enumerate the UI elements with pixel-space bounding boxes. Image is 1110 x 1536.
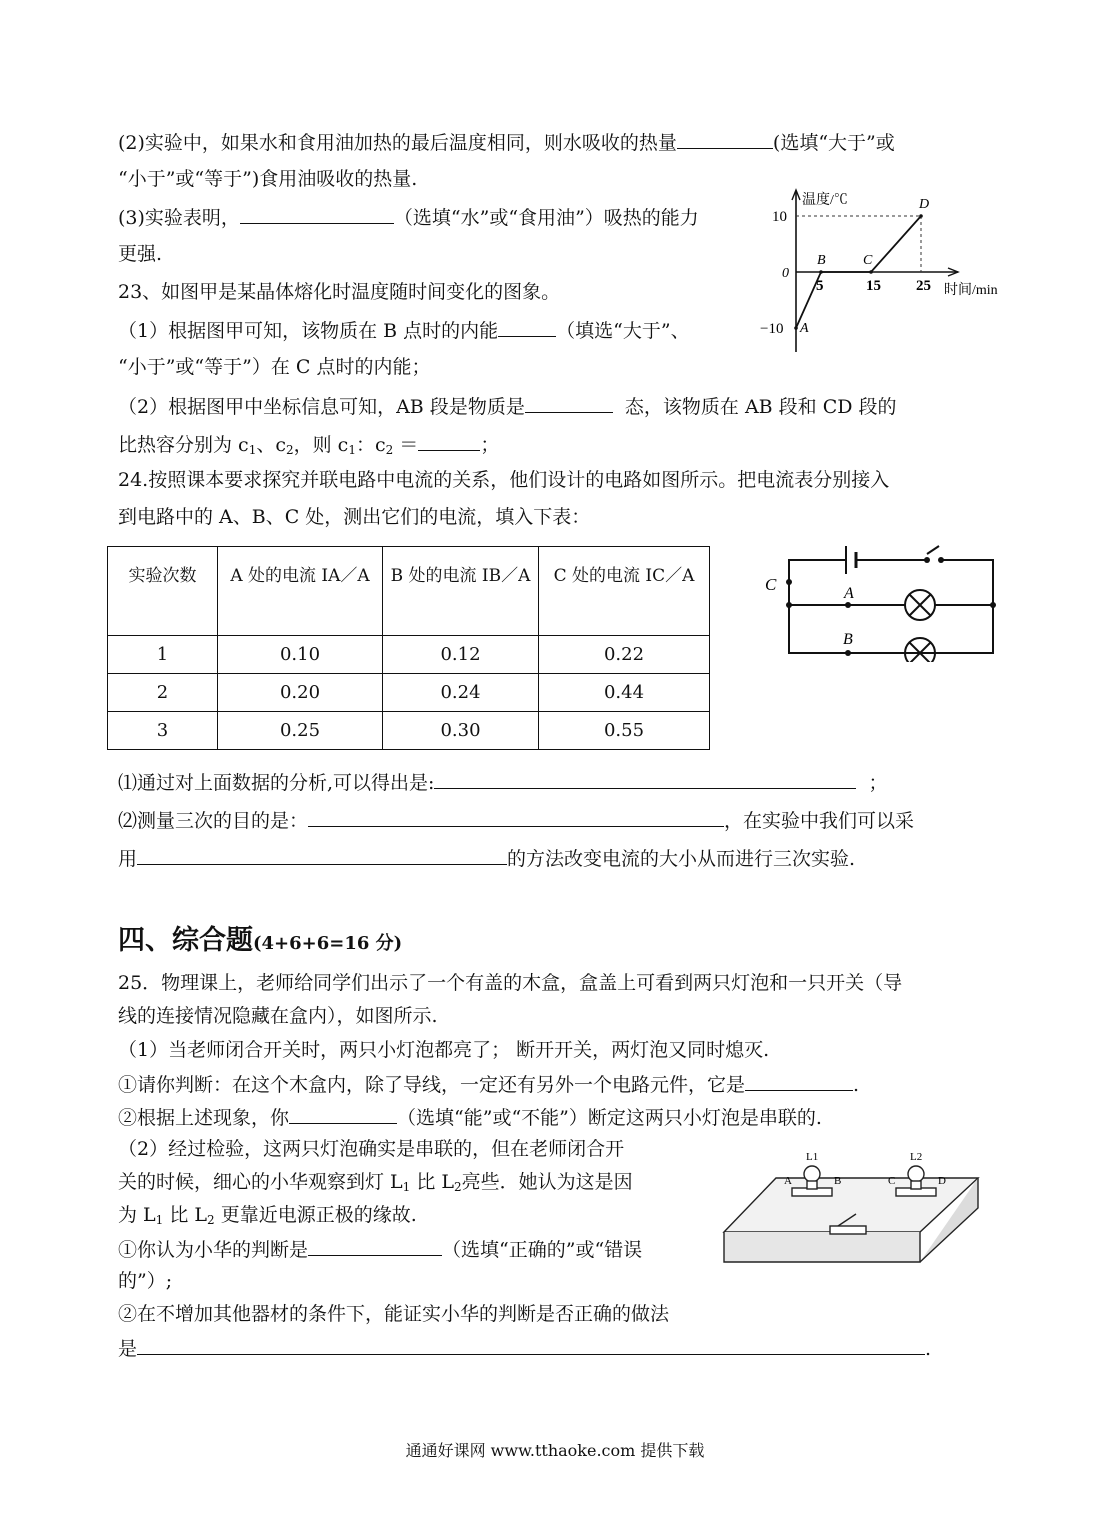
table-header-cell: 实验次数 — [108, 547, 218, 636]
circuit-wire — [789, 560, 927, 564]
q23-part2-text-b: 态，该物质在 AB 段和 CD 段的 — [624, 396, 897, 418]
q25-part2-text-3c: 更靠近电源正极的缘故. — [214, 1204, 417, 1226]
q23-c-text-4: ：c — [355, 434, 386, 456]
q25-part1-ii — [118, 1103, 822, 1131]
q25-answer-blank-1[interactable] — [745, 1070, 853, 1091]
q23-stem-text: 23、如图甲是某晶体熔化时温度随时间变化的图象。 — [118, 281, 561, 303]
q24-stem-text-2: 到电路中的 A、B、C 处，测出它们的电流，填入下表： — [118, 506, 591, 528]
q24-answer-3-text-b: 的方法改变电流的大小从而进行三次实验. — [507, 848, 856, 870]
table-header-cell: A 处的电流 IA／A — [218, 547, 383, 636]
table-row — [108, 712, 710, 750]
q23-part2-text: （2）根据图甲中坐标信息可知，AB 段是物质是 — [118, 396, 525, 418]
q22-part3-line2 — [118, 241, 162, 267]
q23-part1-line1 — [118, 316, 690, 344]
table-cell: 0.20 — [218, 674, 383, 712]
table-cell: 0.30 — [383, 712, 539, 750]
q25-part2-ii — [118, 1301, 669, 1327]
q25-part2-i-line2 — [118, 1268, 172, 1294]
q22-part2-options: (选填“大于”或 — [772, 132, 895, 154]
q23-c-text-3: ，则 c — [293, 434, 349, 456]
switch-contact — [924, 557, 930, 563]
table-cell: 0.12 — [383, 636, 539, 674]
data-point — [919, 214, 923, 218]
wooden-box-illustration — [720, 1150, 982, 1268]
q22-part3-text-end: 更强. — [118, 243, 163, 265]
q23-part1-text-end: “小于”或“等于”）在 C 点时的内能； — [118, 356, 431, 378]
q25-part1-i-text: ①请你判断：在这个木盒内，除了导线，一定还有另外一个电路元件，它是 — [118, 1074, 746, 1096]
q25-sub: 2 — [454, 1180, 462, 1194]
q25-answer-blank-3[interactable] — [308, 1235, 442, 1256]
q25-part2-text-2c: 亮些．她认为这是因 — [461, 1171, 633, 1193]
box-label-c: C — [888, 1175, 896, 1187]
y-axis-label: 温度/℃ — [802, 193, 848, 208]
q23-sub: 2 — [285, 443, 294, 457]
q22-part2-text-end: “小于”或“等于”)食用油吸收的热量. — [118, 168, 418, 190]
switch-base — [830, 1226, 866, 1234]
data-point — [869, 270, 873, 274]
q23-c-text-6: ； — [480, 434, 500, 456]
q25-part2-ii-line2 — [118, 1334, 931, 1362]
table-cell: 1 — [108, 636, 218, 674]
circuit-wire — [789, 560, 993, 653]
q25-part2-ii-text: ②在不增加其他器材的条件下，能证实小华的判断是否正确的做法 — [118, 1303, 670, 1325]
q25-part2-i-text-b: （选填“正确的”或“错误 — [442, 1239, 643, 1261]
point-label: C — [863, 253, 873, 268]
q25-stem-text-2: 线的连接情况隐藏在盒内），如图所示. — [118, 1005, 438, 1027]
q25-part2-ii-end: . — [925, 1338, 932, 1360]
q25-stem-text-1: 25．物理课上，老师给同学们出示了一个有盖的木盒，盒盖上可看到两只灯泡和一只开关（导 — [118, 972, 903, 994]
q25-answer-blank-4[interactable] — [137, 1334, 925, 1355]
node-dot — [990, 602, 996, 608]
q25-part2-i-text: ①你认为小华的判断是 — [118, 1239, 309, 1261]
q25-sub: 1 — [402, 1180, 411, 1194]
node-dot — [786, 602, 792, 608]
table-row — [108, 636, 710, 674]
q23-answer-blank-2[interactable] — [525, 392, 613, 413]
q23-c-text-2: 、c — [256, 434, 286, 456]
q24-stem-text-1: 24.按照课本要求探究并联电路中电流的关系，他们设计的电路如图所示。把电流表分别接入 — [118, 469, 890, 491]
y-tick-label: −10 — [760, 321, 784, 337]
q25-sub: 2 — [207, 1213, 215, 1227]
current-data-table — [107, 546, 710, 750]
x-tick-label: 5 — [816, 278, 824, 294]
q22-part3-line1 — [118, 203, 699, 231]
table-row — [108, 674, 710, 712]
x-axis-label: 时间/min — [944, 283, 998, 298]
y-tick-label: 10 — [772, 209, 787, 225]
section-points: (4+6+6=16 分) — [253, 933, 403, 954]
q25-part2-text-3b: 比 L — [163, 1204, 208, 1226]
table-cell: 0.10 — [218, 636, 383, 674]
table-cell: 0.24 — [383, 674, 539, 712]
q23-part1-line2 — [118, 354, 430, 380]
box-label-l1: L1 — [806, 1151, 819, 1163]
table-cell: 0.25 — [218, 712, 383, 750]
q25-part2-ii-text-b: 是 — [118, 1338, 138, 1360]
table-cell: 0.22 — [539, 636, 710, 674]
temperature-time-graph — [748, 180, 1038, 360]
table-cell: 3 — [108, 712, 218, 750]
q24-answer-3 — [118, 844, 855, 872]
data-point — [819, 270, 823, 274]
q25-stem-2 — [118, 1003, 438, 1029]
q24-answer-1 — [118, 768, 888, 796]
q25-part1-ii-text: ②根据上述现象，你 — [118, 1107, 290, 1129]
node-dot — [845, 650, 851, 656]
q23-part1-text: （1）根据图甲可知，该物质在 B 点时的内能 — [118, 320, 499, 342]
circuit-label-c: C — [765, 575, 777, 594]
q24-answer-blank-3[interactable] — [137, 844, 507, 865]
q25-part1-i — [118, 1070, 859, 1098]
box-label-a: A — [784, 1175, 792, 1187]
table-header-cell: C 处的电流 IC／A — [539, 547, 710, 636]
x-tick-label: 25 — [916, 278, 931, 294]
circuit-label-a: A — [844, 585, 854, 602]
q22-part3-text: (3)实验表明， — [118, 207, 240, 229]
q23-stem — [118, 279, 560, 305]
point-label: D — [919, 197, 930, 212]
section-title: 四、综合题 — [118, 925, 253, 956]
q23-sub: 1 — [348, 443, 356, 457]
box-label-b: B — [834, 1175, 842, 1187]
q23-c-text-1: 比热容分别为 c — [118, 434, 249, 456]
q24-answer-2 — [118, 806, 914, 834]
q23-c-text-5: ＝ — [399, 434, 419, 456]
table-cell: 2 — [108, 674, 218, 712]
section-heading — [118, 918, 402, 957]
q23-sub: 2 — [385, 443, 394, 457]
q23-part2-line2 — [118, 430, 499, 463]
q24-stem-1 — [118, 467, 889, 493]
table-header-cell: B 处的电流 IB／A — [383, 547, 539, 636]
box-label-d: D — [938, 1175, 946, 1187]
bulb-icon — [804, 1166, 820, 1182]
x-tick-label: 15 — [866, 278, 881, 294]
q22-answer-blank-1[interactable] — [677, 128, 773, 149]
q23-sub: 1 — [248, 443, 257, 457]
q24-stem-2 — [118, 504, 590, 530]
page-footer: 通通好课网 www.tthaoke.com 提供下载 — [405, 1441, 705, 1460]
bulb-socket — [911, 1181, 921, 1189]
point-label: B — [817, 253, 826, 268]
data-point — [794, 326, 798, 330]
q25-part1-text: （1）当老师闭合开关时，两只小灯泡都亮了； 断开开关，两灯泡又同时熄灭. — [118, 1039, 770, 1061]
switch-contact — [938, 557, 944, 563]
q23-answer-blank-3[interactable] — [418, 430, 480, 451]
q25-answer-blank-2[interactable] — [289, 1103, 397, 1124]
q22-answer-blank-2[interactable] — [240, 203, 394, 224]
q23-part1-options: （填选“大于”、 — [556, 320, 690, 342]
q25-part2-line1 — [118, 1136, 624, 1162]
q25-part1-i-end: . — [853, 1074, 860, 1096]
q24-answer-1-text: ⑴通过对上面数据的分析,可以得出是: — [118, 772, 435, 794]
q24-answer-3-text: 用 — [118, 848, 138, 870]
q25-part2-i-end: 的”）; — [118, 1270, 173, 1292]
q22-part3-options: （选填“水”或“食用油”）吸热的能力 — [393, 207, 699, 229]
point-label: A — [800, 321, 809, 336]
q23-part2-line1 — [118, 392, 897, 420]
q22-part2-line2 — [118, 166, 417, 192]
q24-answer-blank-2[interactable] — [308, 806, 724, 827]
q24-answer-blank-1[interactable] — [434, 768, 856, 789]
q25-part2-text-3a: 为 L — [118, 1204, 156, 1226]
table-cell: 0.55 — [539, 712, 710, 750]
bulb-icon — [908, 1166, 924, 1182]
table-cell: 0.44 — [539, 674, 710, 712]
q25-stem-1 — [118, 970, 902, 996]
origin-label: 0 — [782, 266, 789, 281]
q25-part2-line3 — [118, 1202, 417, 1233]
q22-part2-line1 — [118, 128, 895, 156]
q25-part2-line2 — [118, 1169, 633, 1200]
q24-answer-1-end: ； — [868, 772, 888, 794]
bulb-socket — [807, 1181, 817, 1189]
box-label-l2: L2 — [910, 1151, 923, 1163]
q25-sub: 1 — [155, 1213, 164, 1227]
parallel-circuit-diagram — [755, 532, 1005, 662]
q25-part2-text-1: （2）经过检验，这两只灯泡确实是串联的，但在老师闭合开 — [118, 1138, 625, 1160]
q24-answer-2-text-b: ，在实验中我们可以采 — [724, 810, 915, 832]
node-dot — [845, 602, 851, 608]
switch-blade — [927, 546, 939, 554]
circuit-label-b: B — [843, 631, 853, 648]
q25-part1 — [118, 1037, 769, 1063]
q24-answer-2-text: ⑵测量三次的目的是： — [118, 810, 309, 832]
q25-part2-text-2a: 关的时候，细心的小华观察到灯 L — [118, 1171, 403, 1193]
q25-part1-ii-text-b: （选填“能”或“不能”）断定这两只小灯泡是串联的. — [397, 1107, 822, 1129]
q22-part2-text: (2)实验中，如果水和食用油加热的最后温度相同，则水吸收的热量 — [118, 132, 677, 154]
q25-part2-text-2b: 比 L — [410, 1171, 455, 1193]
node-dot — [786, 579, 792, 585]
box-front — [724, 1232, 920, 1262]
q23-answer-blank-1[interactable] — [498, 316, 556, 337]
q25-part2-i — [118, 1235, 642, 1263]
bulb-cross — [909, 594, 931, 616]
table-header-row — [108, 547, 710, 636]
